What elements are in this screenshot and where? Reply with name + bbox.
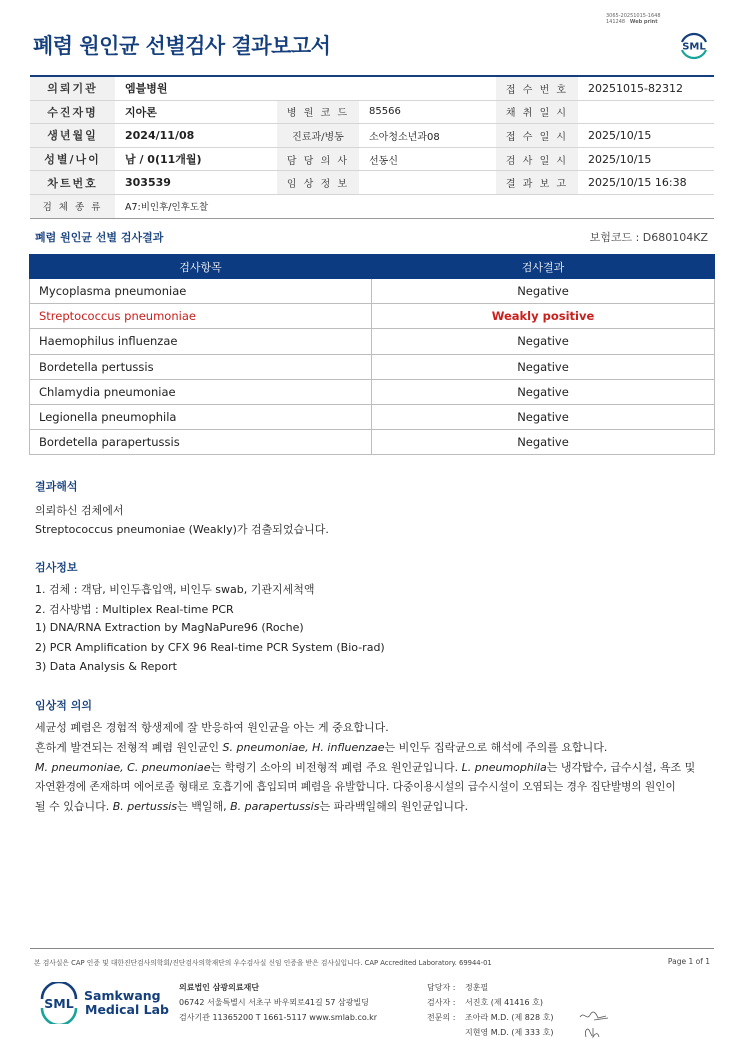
label-report-date: 결 과 보 고 (496, 171, 578, 194)
clinical-line: 될 수 있습니다. B. pertussis는 백일해, B. parapertussis는 파라백일해의 원인균입니다. (35, 800, 469, 813)
label-receipt-date: 접 수 일 시 (496, 124, 578, 147)
table-row (30, 430, 715, 455)
clinical-line: 흔하게 발견되는 전형적 폐렴 원인균인 S. pneumoniae, H. influenzae는 비인두 집락균으로 해석에 주의를 요합니다. (35, 741, 608, 754)
info-row (30, 101, 714, 125)
clinical-line: M. pneumoniae, C. pneumoniae는 학령기 소아의 비전형적 폐렴 주요 원인균입니다. L. pneumophila는 냉각탑수, 급수시설, 욕조 및 (35, 761, 696, 774)
test-result: Negative (372, 354, 715, 379)
staff-row: 담당자 : 정훈필 (427, 983, 489, 992)
table-row (30, 329, 715, 354)
footer-divider (30, 948, 714, 949)
test-item: Mycoplasma pneumoniae (30, 279, 372, 304)
table-row (30, 379, 715, 404)
label-doctor: 담 당 의 사 (277, 148, 359, 171)
signature-icon (578, 1024, 612, 1040)
label-test-date: 검 사 일 시 (496, 148, 578, 171)
table-row (30, 304, 715, 329)
column-header-item: 검사항목 (30, 255, 372, 279)
label-collection-date: 채 취 일 시 (496, 101, 578, 124)
value-patient-name: 지아론 (125, 105, 157, 119)
interpretation-line: 의뢰하신 검체에서 (35, 504, 124, 517)
footer-organization: 의료법인 삼광의료재단 06742 서울특별시 서초구 바우뫼로41길 57 삼광빌딩 검사기관 11365200 T 1661-5117 www.smlab.co.kr (179, 983, 378, 1022)
test-result: Weakly positive (372, 304, 715, 329)
value-hospital-code: 85566 (369, 106, 401, 118)
label-department: 진료과/병동 (277, 124, 359, 147)
value-receipt-date: 2025/10/15 (588, 128, 652, 142)
column-header-result: 검사결과 (372, 255, 715, 279)
footer-brand: Samkwang Medical Lab (84, 988, 169, 1017)
test-info-line: 2) PCR Amplification by CFX 96 Real-time PCR System (Bio-rad) (35, 641, 385, 654)
test-info-title: 검사정보 (35, 561, 78, 574)
test-info-line: 2. 검사방법 : Multiplex Real-time PCR (35, 603, 234, 616)
test-result: Negative (372, 279, 715, 304)
label-receipt-no: 접 수 번 호 (496, 77, 578, 100)
test-item: Haemophilus influenzae (30, 329, 372, 354)
value-birth-date: 2024/11/08 (125, 128, 195, 142)
label-chart-no: 차트번호 (30, 171, 115, 194)
print-id: 3065-20251015-1648 141248 Web print (606, 13, 661, 25)
accreditation-note: 본 검사실은 CAP 인증 및 대한진단검사의학회/진단검사의학재단의 우수검사실 신임 인증을 받은 검사실입니다. CAP Accredited Laboratory. 69944-01 (34, 959, 492, 967)
value-collection-date (578, 101, 714, 124)
value-chart-no: 303539 (125, 176, 171, 190)
signature-icon (578, 1009, 612, 1025)
value-doctor: 선동신 (369, 155, 398, 167)
test-result: Negative (372, 404, 715, 429)
info-row (30, 195, 714, 219)
info-row (30, 124, 714, 148)
table-row (30, 404, 715, 429)
value-requester: 엠블병원 (125, 82, 168, 96)
test-item: Bordetella pertussis (30, 354, 372, 379)
value-specimen-type: A7:비인후/인후도찰 (125, 202, 209, 214)
patient-info-table (30, 75, 714, 219)
info-row (30, 171, 714, 195)
info-row (30, 148, 714, 172)
test-item: Chlamydia pneumoniae (30, 379, 372, 404)
value-department: 소아청소년과08 (369, 131, 440, 143)
test-item: Bordetella parapertussis (30, 430, 372, 455)
label-patient-name: 수진자명 (30, 101, 115, 124)
page-number: Page 1 of 1 (667, 957, 710, 966)
test-item: Legionella pneumophila (30, 404, 372, 429)
results-table (29, 254, 715, 455)
table-row (30, 354, 715, 379)
interpretation-line: Streptococcus pneumoniae (Weakly)가 검출되었습니다. (35, 523, 329, 536)
value-receipt-no: 20251015-82312 (588, 81, 683, 95)
label-birth-date: 생년월일 (30, 124, 115, 147)
test-result: Negative (372, 379, 715, 404)
label-clinical-info: 임 상 정 보 (277, 171, 359, 194)
sml-logo-icon (676, 27, 712, 63)
insurance-code: 보험코드 : D680104KZ (589, 231, 708, 244)
label-requester: 의뢰기관 (30, 77, 115, 100)
label-sex-age: 성별/나이 (30, 148, 115, 171)
staff-row: 검사자 : 서진호 (제 41416 호) (427, 998, 543, 1007)
svg-text:SML: SML (682, 41, 706, 53)
label-hospital-code: 병 원 코 드 (277, 101, 359, 124)
results-section-title: 폐렴 원인균 선별 검사결과 (35, 231, 164, 244)
test-info-line: 1. 검체 : 객담, 비인두흡입액, 비인두 swab, 기관지세척액 (35, 583, 315, 596)
test-result: Negative (372, 329, 715, 354)
staff-row: 지현영 M.D. (제 333 호) (465, 1028, 554, 1037)
value-report-date: 2025/10/15 16:38 (588, 176, 687, 190)
test-info-line: 3) Data Analysis & Report (35, 660, 177, 673)
footer-staff (427, 980, 553, 1040)
clinical-line: 자연환경에 존재하며 에어로졸 형태로 호흡기에 흡입되며 폐렴을 유발합니다. 다중이용시설의 급수시설이 오염되는 경우 집단발병의 원인이 (35, 781, 676, 793)
value-clinical-info (359, 171, 496, 194)
table-row (30, 279, 715, 304)
test-info-line: 1) DNA/RNA Extraction by MagNaPure96 (Roche) (35, 621, 304, 634)
test-result: Negative (372, 430, 715, 455)
table-header-row (30, 255, 715, 279)
report-title: 폐렴 원인균 선별검사 결과보고서 (33, 34, 331, 58)
clinical-title: 임상적 의의 (35, 699, 92, 712)
clinical-line: 세균성 폐렴은 경험적 항생제에 잘 반응하여 원인균을 아는 게 중요합니다. (35, 721, 389, 734)
info-row (30, 77, 714, 101)
value-sex-age: 남 / 0(11개월) (125, 153, 202, 167)
label-specimen-type: 검 체 종 류 (30, 195, 115, 218)
value-test-date: 2025/10/15 (588, 152, 652, 166)
interpretation-title: 결과해석 (35, 480, 78, 493)
sml-footer-logo-icon (38, 982, 80, 1024)
test-item: Streptococcus pneumoniae (30, 304, 372, 329)
svg-text:SML: SML (44, 996, 74, 1011)
staff-row: 전문의 : 조아라 M.D. (제 828 호) (427, 1013, 554, 1022)
